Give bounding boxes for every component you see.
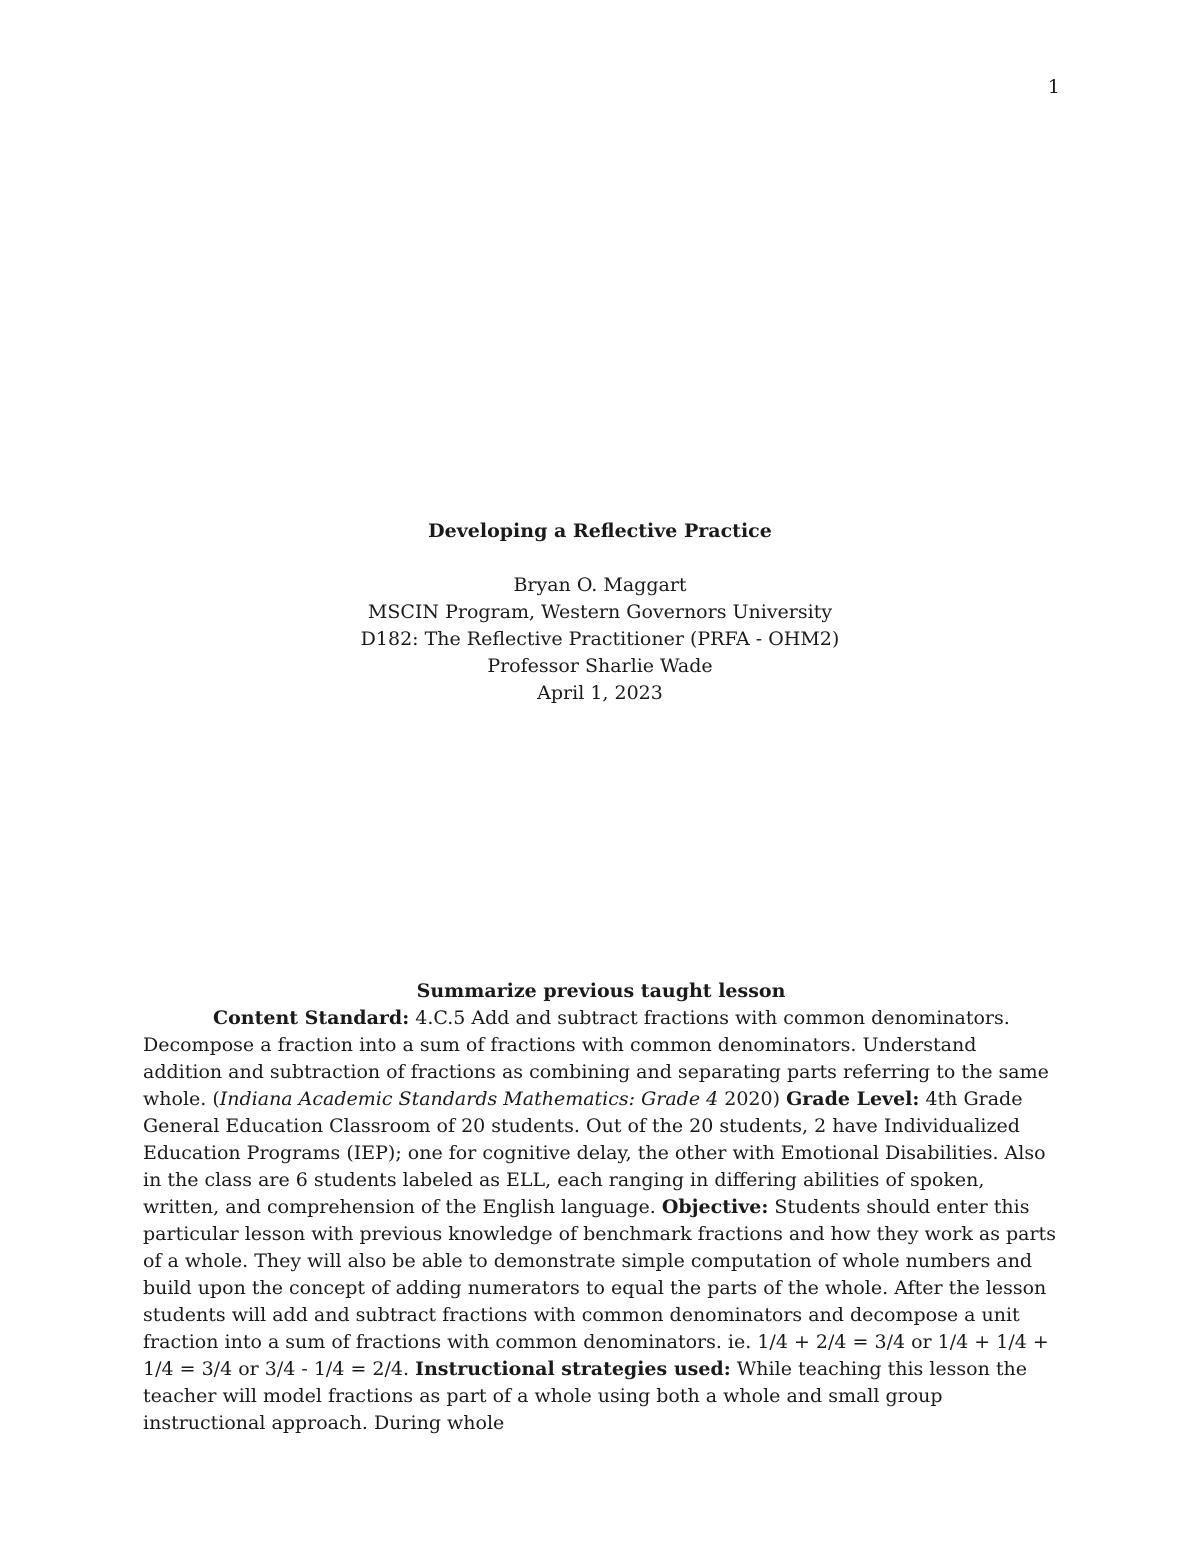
lesson-summary-section bbox=[143, 978, 1059, 1437]
objective-label: Objective: bbox=[661, 1196, 769, 1218]
citation-year: 2020) bbox=[718, 1088, 787, 1110]
citation-title: Indiana Academic Standards Mathematics: Grade 4 bbox=[219, 1088, 719, 1110]
section-heading: Summarize previous taught lesson bbox=[416, 980, 786, 1002]
title-spacer bbox=[140, 545, 1060, 572]
program-affiliation: MSCIN Program, Western Governors University bbox=[367, 601, 833, 623]
objective-text: Students should enter this particular lesson with previous knowledge of benchmark fractions and how they work as parts of a whole. They will also be able to demonstrate simple computation of whole numbers and build upon the concept of adding numerators to equal the parts of the whole. After the lesson students will add and subtract fractions with common denominators and decompose a unit fraction into a sum of fractions with common denominators. ie. 1/4 + 2/4 = 3/4 or 1/4 + 1/4 + 1/4 = 3/4 or 3/4 - 1/4 = 2/4. bbox=[143, 1196, 1056, 1380]
course-name: D182: The Reflective Practitioner (PRFA - OHM2) bbox=[360, 628, 840, 650]
content-standard-label: Content Standard: bbox=[213, 1007, 410, 1029]
paper-title: Developing a Reflective Practice bbox=[428, 520, 772, 542]
professor-name: Professor Sharlie Wade bbox=[487, 655, 713, 677]
strategies-text: While teaching this lesson the teacher will model fractions as part of a whole using both a whole and small group instructional approach. During whole bbox=[143, 1358, 1027, 1434]
author-name: Bryan O. Maggart bbox=[513, 574, 687, 596]
content-standard-text: 4.C.5 Add and subtract fractions with common denominators. Decompose a fraction into a sum of fractions with common denominators. Understand addition and subtraction of fractions as combining and separating parts referring to the same whole. ( bbox=[143, 1007, 1049, 1110]
grade-level-text: 4th Grade General Education Classroom of 20 students. Out of the 20 students, 2 have Individualized Education Programs (IEP); one for cognitive delay, the other with Emotional Disabilities. Also in the class are 6 students labeled as ELL, each ranging in differing abilities of spoken, written, and comprehension of the English language. bbox=[143, 1088, 1046, 1218]
grade-level-label: Grade Level: bbox=[786, 1088, 920, 1110]
body-paragraph bbox=[143, 1005, 1059, 1437]
title-block bbox=[140, 518, 1060, 707]
submission-date: April 1, 2023 bbox=[537, 682, 663, 704]
strategies-label: Instructional strategies used: bbox=[415, 1358, 731, 1380]
page-number: 1 bbox=[1047, 76, 1060, 98]
